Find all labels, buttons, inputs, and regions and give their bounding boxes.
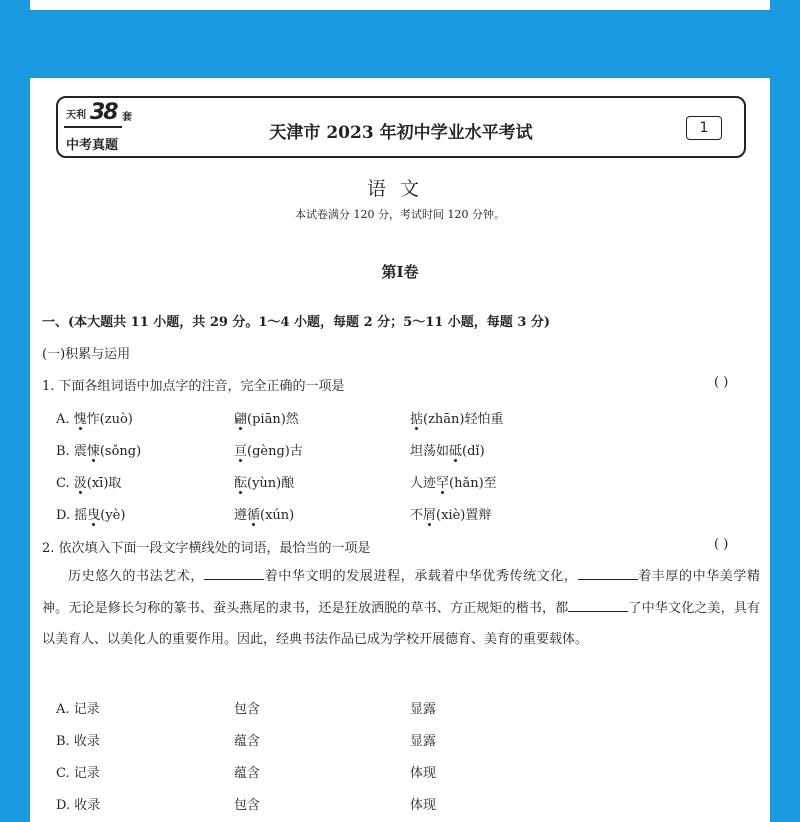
part-title: 第Ⅰ卷 <box>381 263 419 281</box>
logo-number: 38 <box>90 100 117 125</box>
q1-option-b-col3: 坦荡如砥(dǐ) <box>410 440 485 459</box>
passage-text-4: 了中华文化之美，具有以美育人、以美化人的重要作用。因此，经典书法作品已成为学校开展德育、美育的重要载体。 <box>42 600 760 647</box>
q2-option-c-col3: 体现 <box>410 766 437 781</box>
q2-option-d-col3: 体现 <box>410 798 437 813</box>
passage-text-1: 历史悠久的书法艺术， <box>68 569 205 584</box>
q2-option-b-col1: B. 收录 <box>56 734 100 749</box>
logo-tao-text: 套 <box>122 112 132 123</box>
q2-option-b-col3: 显露 <box>410 734 437 749</box>
q2-option-d-col2: 包含 <box>234 798 261 813</box>
passage-text-2: 着中华文明的发展进程，承载着中华优秀传统文化， <box>264 569 578 584</box>
exam-header <box>56 96 746 158</box>
q1-option-c-col3: 人迹罕(hǎn)至 <box>410 472 497 491</box>
question-1-stem: 1. 下面各组词语中加点字的注音，完全正确的一项是 <box>42 379 345 394</box>
q2-option-c-col1: C. 记录 <box>56 766 100 781</box>
q1-option-d-col3: 不屑(xiè)置辩 <box>410 504 491 523</box>
q1-option-c-col1: C. 汲(xī)取 <box>56 472 121 491</box>
q1-option-c-col2: 酝(yùn)酿 <box>234 472 294 491</box>
q2-option-b-col2: 蕴含 <box>234 734 261 749</box>
question-2-answer-paren: ( ) <box>714 537 729 552</box>
exam-note: 本试卷满分 120 分，考试时间 120 分钟。 <box>295 208 505 221</box>
q1-option-b-col1: B. 震悚(sǒng) <box>56 440 141 459</box>
question-2-stem: 2. 依次填入下面一段文字横线处的词语，最恰当的一项是 <box>42 541 371 556</box>
q1-option-a-col2: 翩(piān)然 <box>234 408 299 427</box>
page-number-box: 1 <box>686 116 722 140</box>
answer-blank-3[interactable] <box>568 599 628 612</box>
q2-option-c-col2: 蕴含 <box>234 766 261 781</box>
previous-page-edge <box>30 0 770 10</box>
question-1-answer-paren: ( ) <box>714 375 729 390</box>
q2-option-a-col3: 显露 <box>410 702 437 717</box>
answer-blank-2[interactable] <box>578 567 638 580</box>
q1-option-a-col3: 掂(zhān)轻怕重 <box>410 408 504 427</box>
section-heading: 一、(本大题共 11 小题，共 29 分。1～4 小题，每题 2 分；5～11 小题，每题 3 分) <box>42 315 551 330</box>
subsection-heading: (一)积累与运用 <box>42 347 131 362</box>
q2-option-a-col2: 包含 <box>234 702 261 717</box>
exam-page <box>30 78 770 822</box>
q1-option-a-col1: A. 愧怍(zuò) <box>56 408 133 427</box>
q1-option-d-col1: D. 摇曳(yè) <box>56 504 125 523</box>
answer-blank-1[interactable] <box>204 567 264 580</box>
q1-option-d-col2: 遵循(xún) <box>234 504 294 523</box>
passage-text-3: 着丰厚的中华美学精神。无论是修长匀称的篆书、蚕头燕尾的隶书，还是狂放洒脱的草书、方正规矩的楷书，都 <box>42 569 760 616</box>
logo-brand-text: 天利 <box>66 110 86 121</box>
q2-option-a-col1: A. 记录 <box>56 702 100 717</box>
logo-subtitle: 中考真题 <box>66 138 119 153</box>
subject-title: 语文 <box>366 178 433 200</box>
q1-option-b-col2: 亘(gèng)古 <box>234 440 303 459</box>
question-2-passage <box>42 561 760 656</box>
q2-option-d-col1: D. 收录 <box>56 798 101 813</box>
exam-title: 天津市 2023 年初中学业水平考试 <box>269 123 533 143</box>
